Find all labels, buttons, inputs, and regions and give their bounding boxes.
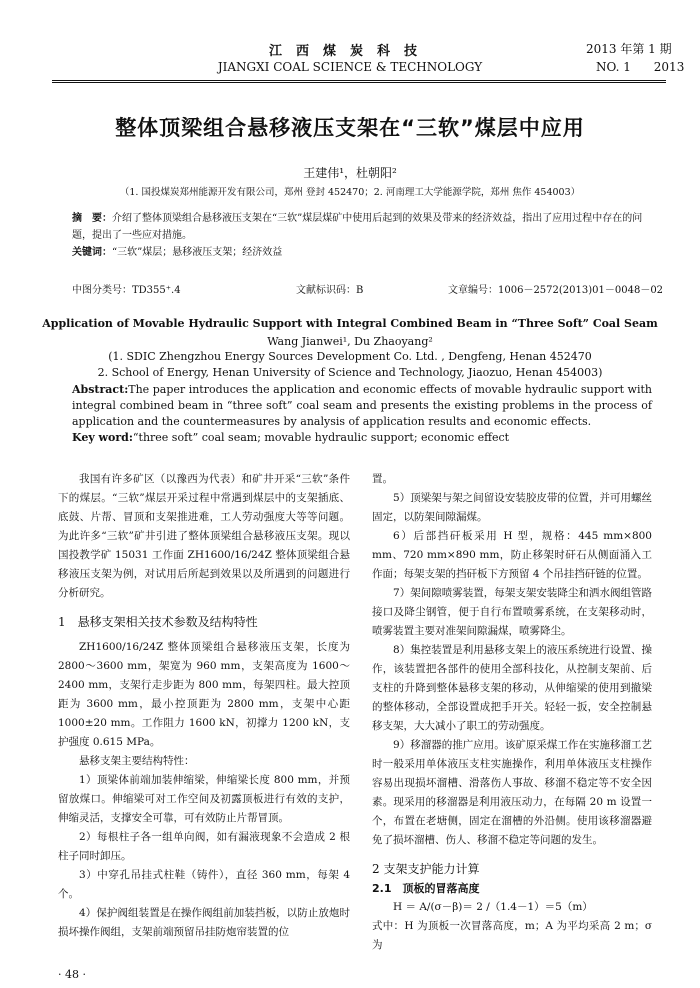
journal-title-en: JIANGXI COAL SCIENCE & TECHNOLOGY: [217, 60, 483, 74]
english-authors: Wang Jianwei¹, Du Zhaoyang²: [267, 335, 433, 348]
issue-en: NO. 1 2013: [596, 60, 685, 74]
english-abstract-label: Abstract:: [72, 383, 129, 396]
english-keywords-label: Key word:: [72, 431, 133, 444]
structure-item-7: 7）架间隙喷雾装置，每架支架安装降尘和洒水阀组管路接口及降尘钢管，便于自行布置喷雾系统，在支架移动时，喷雾装置主要对准架间隙漏煤，喷雾降尘。: [372, 587, 652, 637]
article-number: 文章编号：1006－2572(2013)01－0048－02: [448, 285, 664, 296]
keywords-cn: [72, 244, 644, 261]
keywords-cn-text: “三软”煤层；悬移液压支架；经济效益: [112, 247, 283, 258]
abstract-cn: [72, 210, 644, 261]
structure-item-9: 9）移溜器的推广应用。该矿原采煤工作在实施移溜工艺时一般采用单体液压支柱实施操作，利用单体液压支柱操作容易出现损坏溜槽、滑落伤人事故、移溜不稳定等不安全因素。现采用的移溜器是利用液压动力，在每隔 20 m 设置一个，布置在老塘侧，固定在溜槽的外沿侧。使用该移溜器避免了损坏溜槽、伤人、移溜不稳定等问题的发生。: [372, 739, 652, 846]
right-column: [372, 470, 652, 955]
structure-item-4-end: 置。: [372, 473, 393, 485]
paper-title: 整体顶梁组合悬移液压支架在“三软”煤层中应用: [115, 116, 585, 140]
structure-item-2: 2）每根柱子各一组单向阀，如有漏液现象不会造成 2 根柱子同时卸压。: [58, 831, 350, 862]
structure-item-4: 4）保护阀组装置是在操作阀组前加装挡板，以防止放炮时损坏操作阀组，支架前端预留吊挂防炮帘装置的位: [58, 907, 350, 938]
english-abstract-paragraph: [72, 382, 652, 430]
english-title: Application of Movable Hydraulic Support with Integral Combined Beam in “Three Soft” Coal Seam: [42, 317, 658, 330]
clc-number: 中图分类号：TD355⁺.4: [72, 285, 181, 296]
formula: H ＝ A/(σ－β)＝ 2 /（1.4－1）＝5（m）: [393, 901, 593, 913]
structure-item-5: 5）顶梁架与架之间留设安装胶皮带的位置，并可用螺丝固定，以防架间隙漏煤。: [372, 492, 652, 523]
abstract-cn-label: 摘 要：: [72, 213, 112, 224]
intro-paragraph: 我国有许多矿区（以豫西为代表）和矿井开采“三软”条件下的煤层。“三软”煤层开采过程中常遇到煤层中的支架插底、底鼓、片帮、冒顶和支架推进难，工人劳动强度大等等问题。为此许多“三软”矿井引进了整体顶梁组合悬移液压支架。现以国投教学矿 15031 工作面 ZH1600/16/24Z 整体顶梁组合悬移液压支架为例，对试用后所起到效果以及所遇到的问题进行分析研究。: [58, 473, 350, 599]
abstract-cn-text: 介绍了整体顶梁组合悬移液压支架在“三软”煤层煤矿中使用后起到的效果及带来的经济效益，指出了应用过程中存在的问题，提出了一些应对措施。: [72, 213, 643, 241]
document-code: 文献标识码：B: [296, 285, 364, 296]
english-abstract-text: The paper introduces the application and economic effects of movable hydraulic support with integral combined beam in “three soft” coal seam and presents the existing problems in the process of application and the countermeasures by analysis of application results and economic effects.: [72, 383, 652, 428]
structure-item-3: 3）中穿孔吊挂式柱鞋（铸件），直径 360 mm，每架 4 个。: [58, 869, 350, 900]
english-abstract: [72, 382, 652, 446]
params-paragraph: ZH1600/16/24Z 整体顶梁组合悬移液压支架，长度为 2800～3600 mm，架宽为 960 mm，支架高度为 1600～2400 mm，支架行走步距为 800 mm，每架四柱。最大控顶距为 3600 mm，最小控顶距为 2800 mm，支架中心距 1000±20 mm。工作阻力 1600 kN，初撑力 1200 kN，支护强度 0.615 MPa。: [58, 641, 350, 748]
year-issue-cn: 2013 年第 1 期: [586, 42, 672, 56]
english-keywords: [72, 430, 652, 446]
english-keywords-text: “three soft” coal seam; movable hydraulic support; economic effect: [132, 431, 510, 444]
section-1-heading: 1 悬移支架相关技术参数及结构特性: [58, 615, 258, 629]
affiliation: （1. 国投煤炭郑州能源开发有限公司，郑州 登封 452470；2. 河南理工大学能源学院，郑州 焦作 454003）: [119, 187, 581, 198]
structure-item-8: 8）集控装置是利用悬移支架上的液压系统进行设置、操作，该装置把各部件的使用全部科技化，从控制支架前、后支柱的升降到整体悬移支架的移动，从伸缩梁的使用到撤梁的整体移动，全部设置成把手开关。轻轻一扳，安全控制悬移支架，大大减小了职工的劳动强度。: [372, 644, 652, 732]
structure-item-6: 6）后部挡矸板采用 H 型，规格：445 mm×800 mm、720 mm×890 mm，防止移架时矸石从侧面涌入工作面；每架支架的挡矸板下方预留 4 个吊挂挡矸链的位置。: [372, 530, 652, 580]
structure-item-1: 1）顶梁体前端加装伸缩梁，伸缩梁长度 800 mm，并预留放煤口。伸缩梁可对工作空间及初露顶板进行有效的支护，伸缩灵活，支撑安全可靠，可有效防止片帮冒顶。: [58, 774, 350, 824]
abstract-cn-paragraph: [72, 210, 644, 244]
formula-description: 式中：H 为顶板一次冒落高度，m；A 为平均采高 2 m；σ 为: [372, 920, 652, 951]
authors: 王建伟¹，杜朝阳²: [303, 166, 397, 180]
keywords-cn-label: 关键词：: [72, 247, 112, 258]
structure-intro: 悬移支架主要结构特性：: [79, 755, 195, 767]
english-affiliation-2: 2. School of Energy, Henan University of Science and Technology, Jiaozuo, Henan 454003): [97, 366, 603, 379]
page-number: · 48 ·: [58, 968, 86, 981]
header-rule-second: [52, 82, 666, 83]
section-2-1-heading: 2.1 顶板的冒落高度: [372, 882, 480, 895]
english-affiliation-1: (1. SDIC Zhengzhou Energy Sources Development Co. Ltd. , Dengfeng, Henan 452470: [108, 350, 592, 363]
header-rule: [52, 80, 666, 81]
journal-title-cn: 江西煤炭科技: [268, 44, 431, 59]
section-2-heading: 2 支架支护能力计算: [372, 862, 480, 876]
left-column: [58, 470, 350, 942]
